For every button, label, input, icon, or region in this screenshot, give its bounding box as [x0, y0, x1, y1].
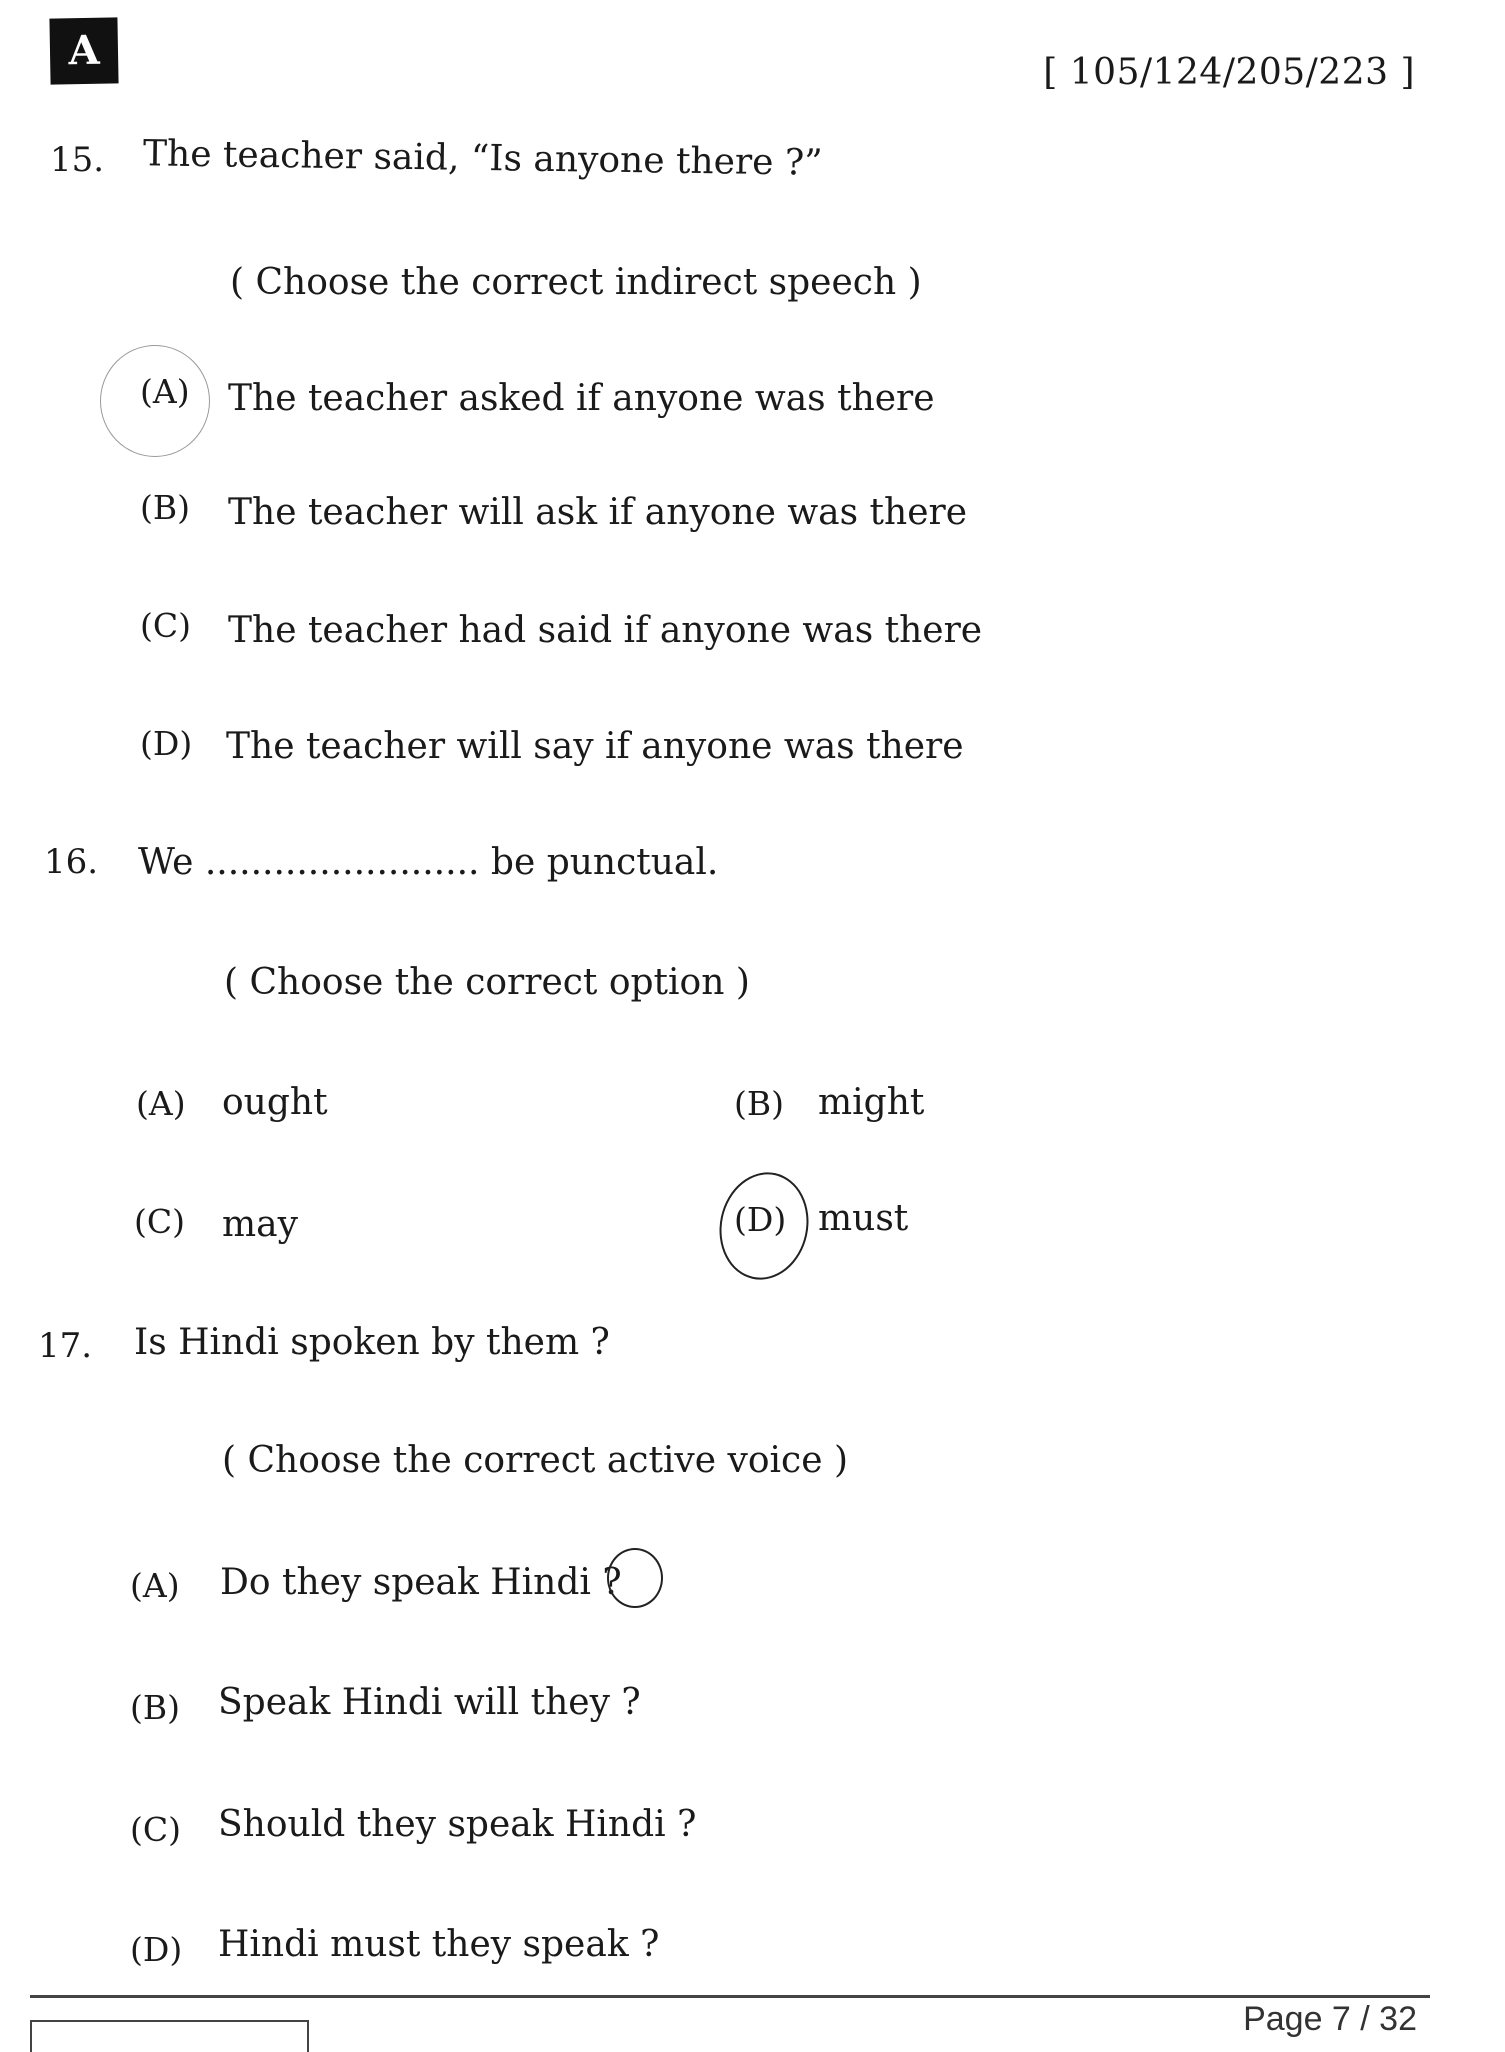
question-text: We ........................ be punctual. — [138, 842, 719, 883]
option-label: (A) — [130, 1566, 180, 1605]
question-number: 16. — [44, 842, 99, 882]
footer-code-box — [30, 2020, 309, 2052]
question-instruction: ( Choose the correct indirect speech ) — [230, 262, 922, 303]
option-text[interactable]: The teacher had said if anyone was there — [228, 610, 983, 651]
option-label: (B) — [140, 488, 190, 527]
option-text[interactable]: The teacher asked if anyone was there — [228, 378, 935, 419]
option-label: (D) — [140, 724, 193, 763]
option-label: (C) — [140, 606, 191, 645]
paper-code: [ 105/124/205/223 ] — [1043, 52, 1415, 93]
question-instruction: ( Choose the correct option ) — [224, 962, 750, 1003]
option-text[interactable]: Hindi must they speak ? — [218, 1924, 660, 1965]
option-text[interactable]: Speak Hindi will they ? — [218, 1682, 641, 1723]
option-text[interactable]: The teacher will say if anyone was there — [226, 726, 964, 767]
option-label: (C) — [134, 1202, 185, 1241]
option-text[interactable]: may — [222, 1204, 298, 1245]
option-text[interactable]: might — [818, 1082, 925, 1123]
question-text: Is Hindi spoken by them ? — [134, 1322, 610, 1363]
page-number: Page 7 / 32 — [1243, 2000, 1417, 2038]
question-instruction: ( Choose the correct active voice ) — [222, 1440, 848, 1481]
set-label-badge: A — [49, 17, 118, 84]
option-label: (D) — [734, 1200, 787, 1239]
option-label: (D) — [130, 1930, 183, 1969]
option-text[interactable]: Should they speak Hindi ? — [218, 1804, 697, 1845]
option-text[interactable]: The teacher will ask if anyone was there — [228, 492, 968, 533]
option-label: (B) — [734, 1084, 784, 1123]
footer-rule — [30, 1995, 1430, 1998]
option-label: (A) — [136, 1084, 186, 1123]
answer-mark-circle — [607, 1548, 663, 1608]
question-number: 15. — [50, 140, 105, 180]
option-text[interactable]: ought — [222, 1082, 328, 1123]
question-text: The teacher said, “Is anyone there ?” — [142, 133, 823, 184]
option-label: (C) — [130, 1810, 181, 1849]
option-text[interactable]: must — [818, 1198, 909, 1239]
question-number: 17. — [38, 1326, 93, 1366]
option-label: (A) — [140, 372, 190, 411]
option-text[interactable]: Do they speak Hindi ? — [220, 1562, 622, 1603]
option-label: (B) — [130, 1688, 180, 1727]
